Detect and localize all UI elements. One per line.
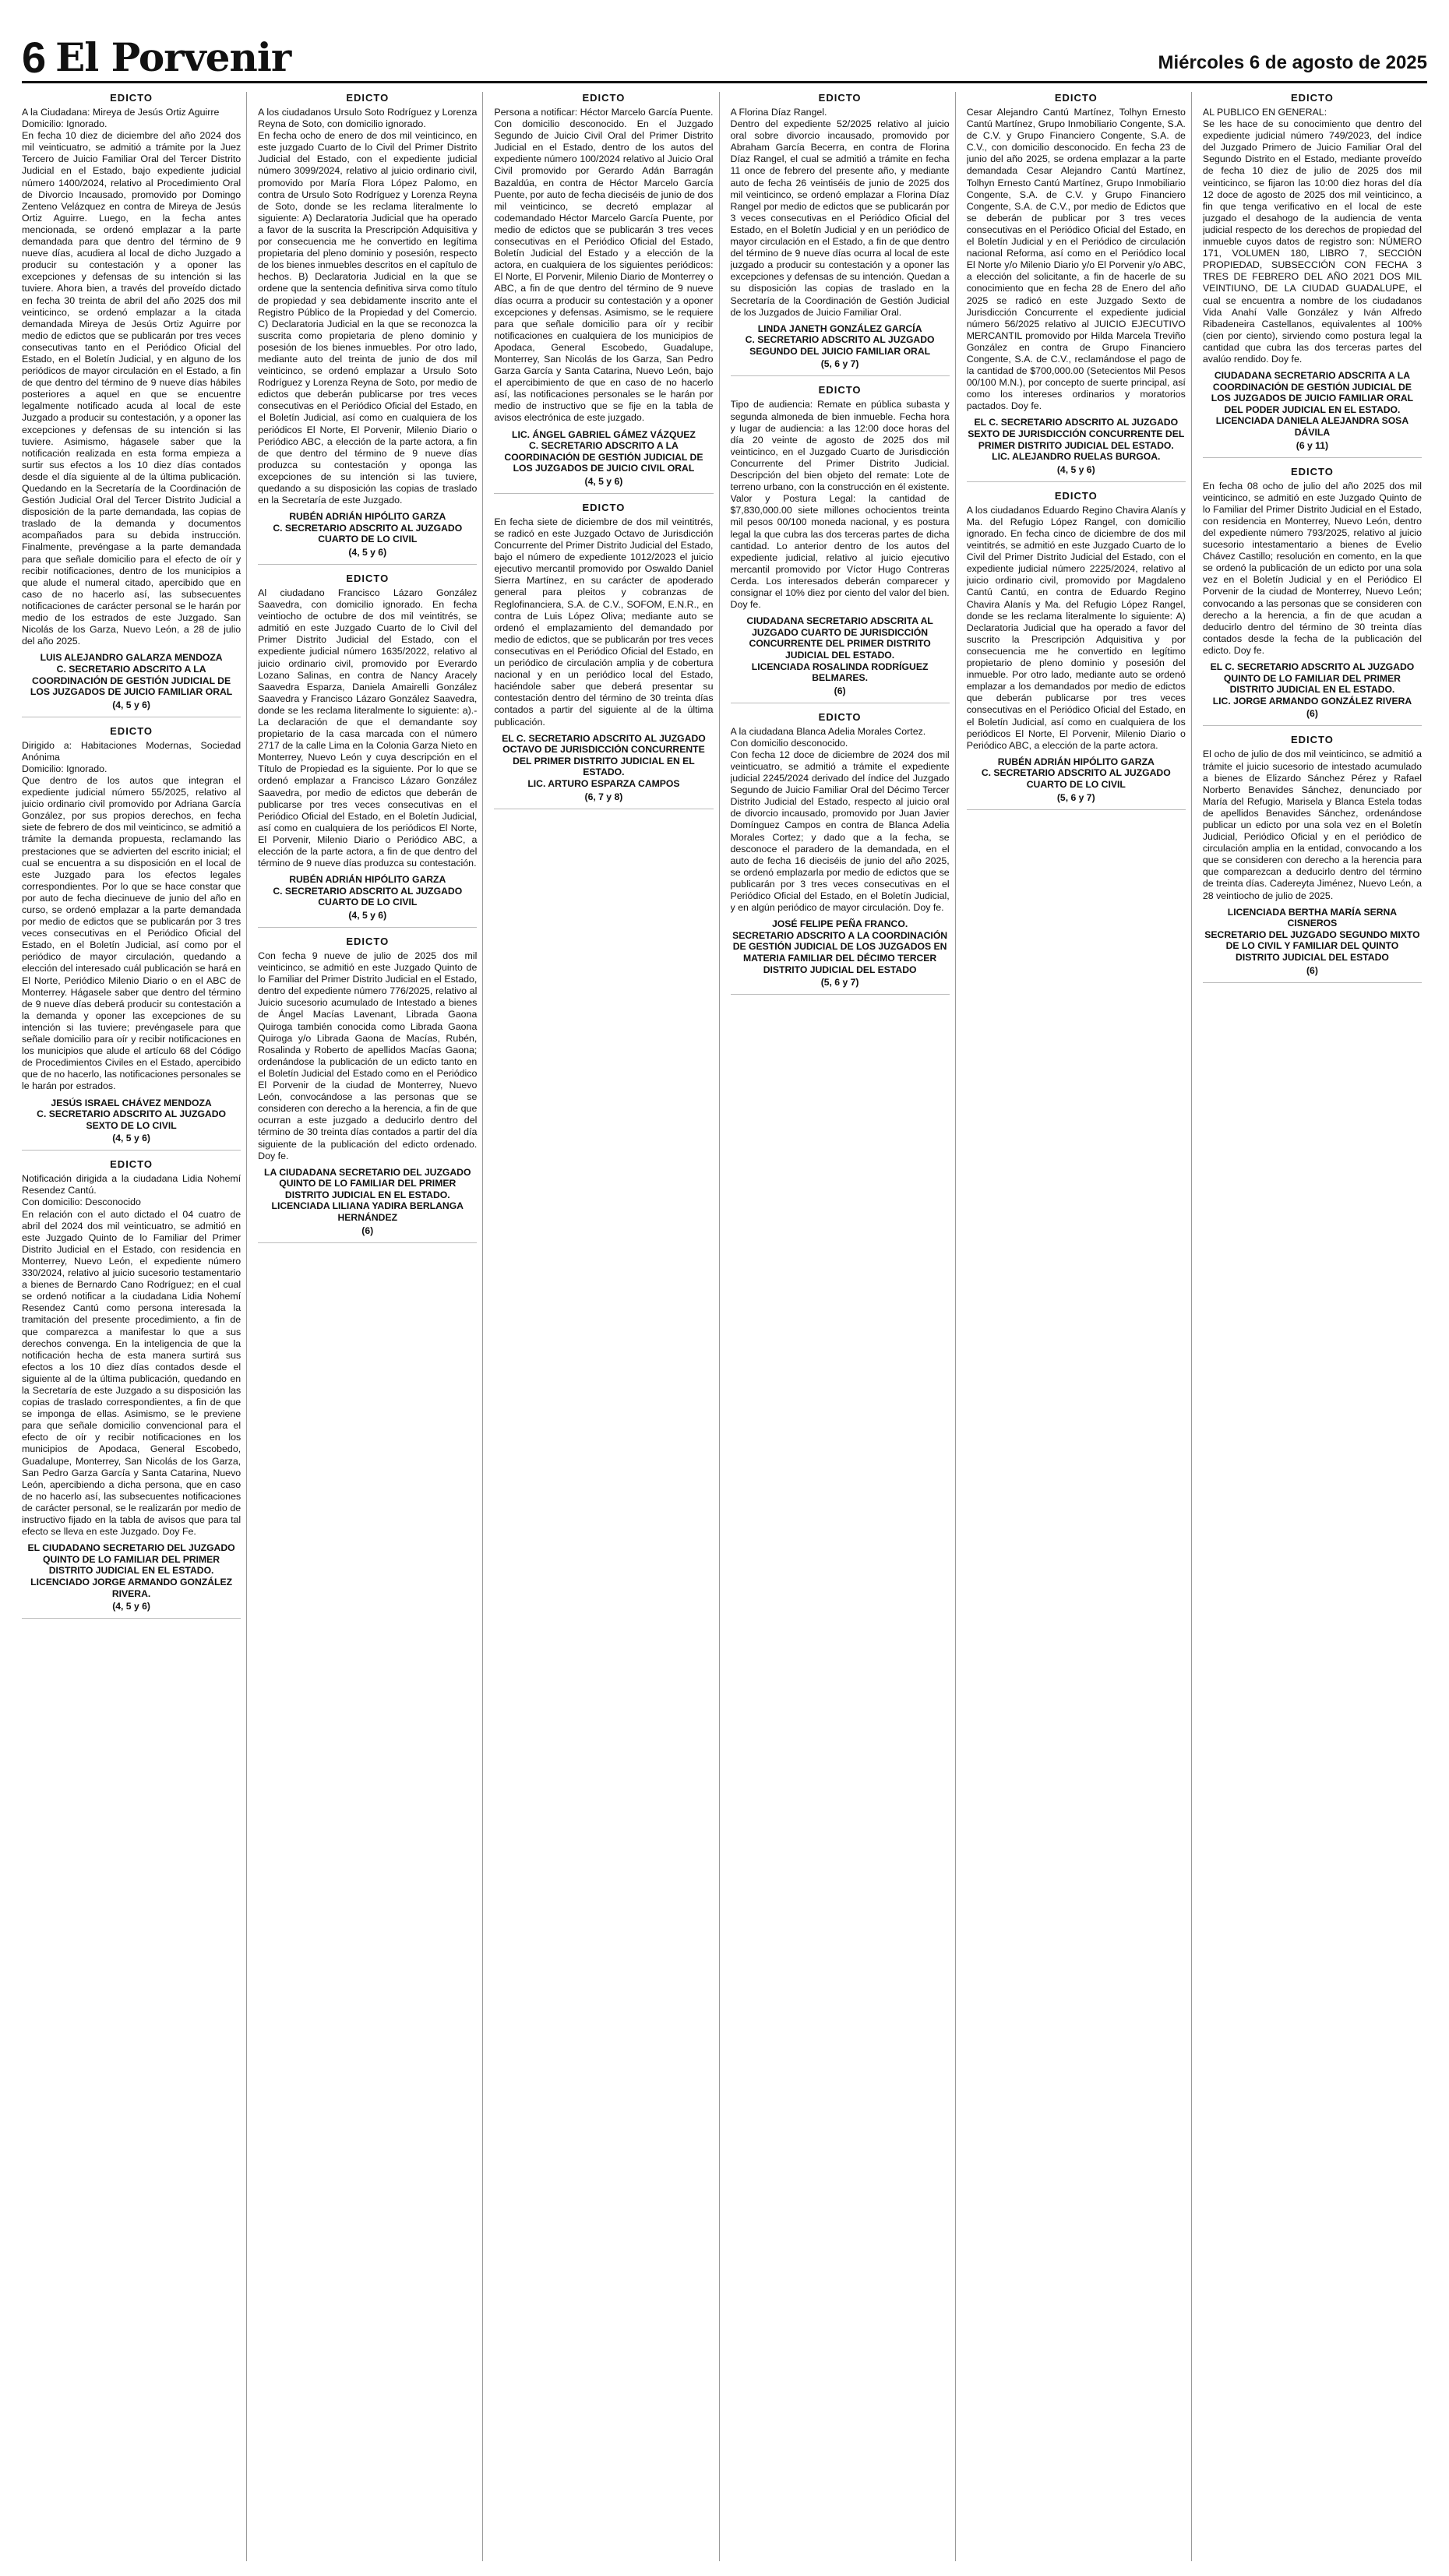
notice-title: EDICTO	[1291, 92, 1334, 104]
notice-signature: EL C. SECRETARIO ADSCRITO AL JUZGADO QUINTO DE LO FAMILIAR DEL PRIMER DISTRITO JUDICIAL EN EL ESTADO. LIC. JORGE ARMANDO GONZÁLEZ RIVERA	[1210, 661, 1415, 707]
notice-signature: EL C. SECRETARIO ADSCRITO AL JUZGADO SEXTO DE JURISDICCIÓN CONCURRENTE DEL PRIMER DISTRITO JUDICIAL DEL ESTADO. LIC. ALEJANDRO RUELAS BURGOA.	[968, 417, 1185, 463]
notice-title: EDICTO	[346, 92, 390, 104]
legal-notice	[22, 1158, 241, 1619]
notice-title: EDICTO	[110, 1158, 153, 1171]
notice-title: EDICTO	[346, 572, 390, 584]
legal-notice	[1203, 466, 1422, 727]
notice-body: Al ciudadano Francisco Lázaro González Saavedra, con domicilio ignorado. En fecha veintiocho de octubre de dos mil veintitrés, se admitió en este Juzgado Cuarto de lo Civil del Primer Distrito Judicial del Estado, con el expediente judicial número 1635/2022, relativo al juicio ordinario civil, promovido por Everardo Lozano Salinas, en contra de Nancy Aracely Saavedra Esparza, Daniela Amairelli González Saavedra y Francisco Lázaro González Saavedra, donde se les reclama literalmente lo siguiente: a).- La declaración de que el demandante soy propietario de la casa marcada con el número 2717 de la calle Lima en la Colonia Garza Nieto en Monterrey, Nuevo León y cuya descripción en el Título de Propiedad es la siguiente. Por lo que se ordenó emplazar a Francisco Lázaro González Saavedra, por medio de edictos que deberán de publicarse por tres veces consecutivas en el Periódico Oficial del Estado, en el Boletín Judicial, así como en cualquiera de los periódicos El Norte, El Porvenir, Milenio Diario o Periódico ABC, a elección de la parte actora, a fin de que dentro del término de 9 nueve días produzca su contestación.	[258, 587, 478, 869]
notice-title: EDICTO	[110, 724, 153, 737]
column-3	[494, 92, 719, 2561]
legal-notice	[731, 384, 950, 703]
notice-signature: JESÚS ISRAEL CHÁVEZ MENDOZA C. SECRETARIO ADSCRITO AL JUZGADO SEXTO DE LO CIVIL	[37, 1097, 227, 1131]
notice-title: EDICTO	[582, 501, 626, 513]
column-2	[258, 92, 483, 2561]
legal-notice	[1203, 734, 1422, 982]
notice-publication-ref: (6)	[834, 685, 846, 696]
notice-signature: EL CIUDADANO SECRETARIO DEL JUZGADO QUINTO DE LO FAMILIAR DEL PRIMER DISTRITO JUDICIAL EN EL ESTADO. LICENCIADO JORGE ARMANDO GONZÁLEZ RIVERA.	[27, 1542, 235, 1599]
legal-notice	[258, 573, 477, 928]
legal-notice	[258, 936, 477, 1243]
notice-signature: LICENCIADA BERTHA MARÍA SERNA CISNEROS SECRETARIO DEL JUZGADO SEGUNDO MIXTO DE LO CIVIL Y FAMILIAR DEL QUINTO DISTRITO JUDICIAL DEL ESTADO	[1204, 906, 1420, 963]
notice-publication-ref: (5, 6 y 7)	[1056, 791, 1095, 803]
notice-title: EDICTO	[818, 92, 862, 104]
legal-notice	[967, 92, 1186, 482]
column-6	[1203, 92, 1427, 2561]
notice-signature: CIUDADANA SECRETARIO ADSCRITA A LA COORDINACIÓN DE GESTIÓN JUDICIAL DE LOS JUZGADOS DE JUICIO FAMILIAR ORAL DEL PODER JUDICIAL EN EL ESTADO. LICENCIADA DANIELA ALEJANDRA SOSA DÁVILA	[1211, 370, 1414, 439]
notice-publication-ref: (5, 6 y 7)	[820, 977, 859, 988]
notice-publication-ref: (4, 5 y 6)	[112, 1133, 150, 1144]
legal-notice	[22, 725, 241, 1151]
notice-title: EDICTO	[346, 936, 390, 947]
notice-signature: LA CIUDADANA SECRETARIO DEL JUZGADO QUINTO DE LO FAMILIAR DEL PRIMER DISTRITO JUDICIAL EN EL ESTADO. LICENCIADA LILIANA YADIRA BERLANGA HERNÁNDEZ	[264, 1166, 471, 1224]
notice-signature: RUBÉN ADRIÁN HIPÓLITO GARZA C. SECRETARIO ADSCRITO AL JUZGADO CUARTO DE LO CIVIL	[273, 874, 463, 908]
notice-title: EDICTO	[818, 384, 862, 396]
notice-publication-ref: (6 y 11)	[1296, 439, 1329, 451]
notice-body: A los ciudadanos Eduardo Regino Chavira Alanís y Ma. del Refugio López Rangel, con domicilio ignorado. En fecha cinco de diciembre de dos mil veintitrés, se admitió en este Juzgado Cuarto de lo Civil del Primer Distrito Judicial del Estado, con el expediente judicial número 2225/2024, relativo al juicio ordinario civil, promovido por Magdaleno Cantú Cantú, en contra de Eduardo Regino Chavira Alanís y Ma. del Refugio López Rangel, donde se les reclama literalmente lo siguiente: A) Declaratoria Judicial que ha operado a favor del suscrito la Prescripción Adquisitiva y por consecuencia me he convertido en legítimo propietario de pleno dominio y posesión del inmueble. Por otro lado, mediante auto se ordenó emplazar a los demandados por medio de edictos que deberán publicarse por tres veces consecutivas en el Periódico Oficial del Estado, en el Boletín Judicial, así como en cualquiera de los periódicos El Norte, El Porvenir, Milenio Diario o Periódico ABC, a elección de la parte actora.	[966, 504, 1186, 751]
notice-body: Con fecha 9 nueve de julio de 2025 dos mil veinticinco, se admitió en este Juzgado Quinto de lo Familiar del Primer Distrito Judicial en el Estado, dentro del expediente número 776/2025, relativo al Juicio sucesorio acumulado de Intestado a bienes de Ángel Macías Lavenant, Librada Gaona Quiroga también conocida como Librada Gaona Quiroga y/o Librada Gaona de Macías, Rubén, Rosalinda y Roberto de apellidos Macías Gaona; ordenándose la publicación de un edicto tanto en el Boletín Judicial del Estado como en el Periódico El Porvenir de la ciudad de Monterrey, Nuevo León, convocándose a las personas que se consideren con derecho a la herencia, a fin de que ocurran a este juzgado a deducirlo dentro del término de 30 treinta días contados a partir del día siguiente de la publicación del edicto ordenado. Doy fe.	[258, 950, 478, 1161]
notice-body: A los ciudadanos Ursulo Soto Rodríguez y Lorenza Reyna de Soto, con domicilio ignorado. En fecha ocho de enero de dos mil veinticinco, en este juzgado Cuarto de lo Civil del Primer Distrito Judicial del Estado, con el expediente judicial número 3099/2024, relativo al juicio ordinario civil, promovido por María Flora López Palomo, en contra de Ursulo Soto Rodríguez y Lorenza Reyna de Soto, donde se les reclama literalmente lo siguiente: A) Declaratoria Judicial que ha operado a favor de la suscrita la Prescripción Adquisitiva y por consecuencia me he convertido en legítima propietaria del pleno dominio y posesión, respecto de los bienes inmuebles descritos en el capítulo de hechos. B) Declaratoria Judicial en la que se ordene que la sentencia definitiva sirva como título de propiedad y sea debidamente inscrito ante el Registro Público de la Propiedad y del Comercio. C) Declaratoria Judicial en la que se reconozca la suscrita como propietaria de pleno dominio y posesión de los bienes inmuebles. Por otro lado, mediante auto del treinta de junio de dos mil veinticinco, se ordenó emplazar a Ursulo Soto Rodríguez y Lorenza Reyna de Soto, por medio de edictos que deberán publicarse por tres veces consecutivas en el Periódico Oficial del Estado, en el Boletín Judicial, así como en cualquiera de los periódicos El Norte, El Porvenir, Milenio Diario o Periódico ABC, a elección de la parte actora, a fin de que dentro del término de 9 nueve días produzca su contestación y oponga las excepciones de su intención si las tuviere, quedando a su disposición las copias de traslado en la Secretaría de este Juzgado.	[258, 107, 478, 506]
notice-signature: LINDA JANETH GONZÁLEZ GARCÍA C. SECRETARIO ADSCRITO AL JUZGADO SEGUNDO DEL JUICIO FAMILIAR ORAL	[745, 322, 935, 357]
notice-body: Dirigido a: Habitaciones Modernas, Sociedad Anónima Domicilio: Ignorado. Que dentro de los autos que integran el expediente judicial número 55/2025, relativo al juicio ordinario civil promovido por Adriana García González, por sus propios derechos, en fecha siete de febrero de dos mil veinticinco, se admitió a trámite la demanda propuesta, reclamando las prestaciones que se advierten del escrito inicial; el cual se encuentra a su disposición en el local de este Juzgado para los efectos legales correspondientes. Por lo que se hace constar que por auto de fecha diecinueve de junio del año en curso, se ordenó emplazar a la parte demandada por medio de edictos que se publicarán por 3 tres veces consecutivas en el Periódico Oficial del Estado, en el Boletín Judicial, así como por el periódico de mayor circulación, quedando a elección del interesado cuál publicación se hará en El Norte, Periódico Milenio Diario o en el ABC de Monterrey. Hágasele saber que dentro del término de 9 nueve días deberá producir su contestación a la demanda y oponer las excepciones de su intención si las tuviere; prevéngasele para que señale domicilio para oír y recibir notificaciones en los municipios que alude el artículo 68 del Código de Procedimientos Civiles en el Estado, apercibido que de no hacerlo, las notificaciones personales se le harán por estrados.	[22, 739, 242, 1092]
notice-publication-ref: (6)	[1306, 964, 1318, 976]
notice-signature: RUBÉN ADRIÁN HIPÓLITO GARZA C. SECRETARIO ADSCRITO AL JUZGADO CUARTO DE LO CIVIL	[981, 756, 1171, 790]
notice-publication-ref: (4, 5 y 6)	[112, 699, 150, 710]
column-1	[22, 92, 247, 2561]
notice-body: En fecha 08 ocho de julio del año 2025 dos mil veinticinco, se admitió en este Juzgado Quinto de lo Familiar del Primer Distrito Judicial en el Estado, con residencia en Monterrey, Nuevo León, dentro del expediente número 793/2025, relativo al juicio sucesorio intestamentario a bienes de Evelio Chávez Castillo; resolución en comento, en la que se ordenó la publicación de un edicto por una sola vez en el Boletín Judicial y en el Periódico El Porvenir de la ciudad de Monterrey, Nuevo León; convocando a las personas que se consideren con derecho a la herencia, a fin de que acudan a deducirlo dentro del término de 30 treinta días contados desde la fecha de la publicación del edicto. Doy fe.	[1202, 480, 1423, 656]
notice-title: EDICTO	[1054, 489, 1098, 502]
notice-signature: CIUDADANA SECRETARIO ADSCRITA AL JUZGADO CUARTO DE JURISDICCIÓN CONCURRENTE DEL PRIMER DISTRITO JUDICIAL DEL ESTADO. LICENCIADA ROSALINDA RODRÍGUEZ BELMARES.	[746, 615, 933, 684]
issue-date: Miércoles 6 de agosto de 2025	[1158, 52, 1427, 73]
notice-publication-ref: (4, 5 y 6)	[112, 1601, 150, 1612]
legal-notice	[731, 711, 950, 995]
notice-body: A Florina Díaz Rangel. Dentro del expediente 52/2025 relativo al juicio oral sobre divorcio incausado, promovido por Abraham García Becerra, en contra de Florina Díaz Rangel, el cual se admitió a trámite en fecha 11 once de febrero del presente año, y mediante auto de fecha 26 veintiséis de junio de 2025 dos mil veinticinco, se ordenó emplazar a Florina Díaz Rangel por medio de edictos que se publicarán por 3 veces consecutivas en el Periódico Oficial del Estado, en el Boletín Judicial y en un periódico de mayor circulación en el Estado, a fin de que dentro del término de 9 nueve días ocurra al local de este juzgado a producir su contestación y a oponer las excepciones y defensas de su intención. Quedan a su disposición las copias de traslado en la Secretaría de la Coordinación de Gestión Judicial de los Juzgados de Juicio Familiar Oral.	[730, 107, 950, 318]
notice-publication-ref: (4, 5 y 6)	[348, 546, 387, 558]
notice-signature: LUIS ALEJANDRO GALARZA MENDOZA C. SECRETARIO ADSCRITO A LA COORDINACIÓN DE GESTIÓN JUDICIAL DE LOS JUZGADOS DE JUICIO FAMILIAR ORAL	[30, 652, 233, 698]
notice-title: EDICTO	[1291, 465, 1334, 477]
legal-notice	[494, 502, 713, 809]
notice-body: Notificación dirigida a la ciudadana Lidia Nohemí Resendez Cantú. Con domicilio: Desconocido En relación con el auto dictado el 04 cuatro de abril del 2024 dos mil veinticuatro, se admitió en este Juzgado Quinto de lo Familiar del Primer Distrito Judicial en el Estado, con residencia en Monterrey, Nuevo León, el expediente número 330/2024, relativo al juicio sucesorio testamentario a bienes de Bernardo Cano Rodríguez; en el cual se ordenó notificar a la ciudadana Lidia Nohemí Resendez Cantú como persona interesada la tramitación del presente procedimiento, a fin de que comparezca a manifestar lo que a sus derechos convenga. En la inteligencia de que la notificación hecha de esta manera surtirá sus efectos a los 10 diez días contados desde el siguiente al de la última publicación, quedando en la Secretaría de este Juzgado a su disposición las copias de traslado correspondientes, a fin de que se imponga de ellas. Asimismo, se le previene para que señale domicilio convencional para el efecto de oír y recibir notificaciones en los municipios de Apodaca, General Escobedo, Guadalupe, Monterrey, San Nicolás de los Garza, San Pedro Garza García y Santa Catarina, Nuevo León, apercibiendo a dicha persona, que en caso de no hacerlo así, las subsecuentes notificaciones de carácter personal, se le realizarán por medio de instructivo fijado en la tabla de avisos que para tal efecto se lleva en este Juzgado. Doy Fe.	[22, 1173, 242, 1538]
legal-notice	[967, 490, 1186, 810]
notice-title: EDICTO	[818, 710, 862, 723]
notice-publication-ref: (6, 7 y 8)	[584, 791, 623, 802]
notice-signature: EL C. SECRETARIO ADSCRITO AL JUZGADO OCTAVO DE JURISDICCIÓN CONCURRENTE DEL PRIMER DISTRITO JUDICIAL EN EL ESTADO. LIC. ARTURO ESPARZA CAMPOS	[502, 732, 706, 789]
notice-signature: LIC. ÁNGEL GABRIEL GÁMEZ VÁZQUEZ C. SECRETARIO ADSCRITO A LA COORDINACIÓN DE GESTIÓN JUDICIAL DE LOS JUZGADOS DE JUICIO CIVIL ORAL	[504, 428, 703, 474]
notice-columns	[22, 92, 1427, 2561]
notice-publication-ref: (4, 5 y 6)	[1056, 463, 1095, 475]
notice-publication-ref: (6)	[361, 1225, 374, 1236]
legal-notice	[258, 92, 477, 565]
notice-title: EDICTO	[1291, 734, 1334, 746]
notice-publication-ref: (4, 5 y 6)	[584, 475, 623, 487]
legal-notice	[1203, 92, 1422, 458]
legal-notice	[22, 92, 241, 717]
column-4	[731, 92, 956, 2561]
notice-title: EDICTO	[1054, 92, 1098, 104]
notice-body: A la Ciudadana: Mireya de Jesús Ortiz Aguirre Domicilio: Ignorado. En fecha 10 diez de diciembre del año 2024 dos mil veinticuatro, se admitió a trámite por la Juez Tercero de Juicio Familiar Oral del Tercer Distrito Judicial en el Estado, bajo expediente judicial número 1400/2024, relativo al Procedimiento Oral de Divorcio Incausado, promovido por Domingo Zenteno Velázquez en contra de Mireya de Jesús Ortiz Aguirre. Luego, en la fecha antes mencionada, se ordenó emplazar a la parte demandada para que dentro del término de 9 nueve días, acudiera al local de dicho Juzgado a producir su contestación y a oponer las excepciones y defensas de su intención si las tuviere. Ahora bien, a través del proveído dictado en fecha 30 treinta de abril del año 2025 dos mil veinticinco, se ordenó emplazar a la citada demandada Mireya de Jesús Ortiz Aguirre por medio de edictos que se publicarán por tres veces consecutivas tanto en el Periódico Oficial del Estado, en el Boletín Judicial, y en alguno de los periódicos de mayor circulación en el Estado, a fin de que dentro del término de 9 nueve días hábiles posteriores a aquel en que se encuentre legalmente notificado acuda al local de este Juzgado a producir su contestación, y a oponer las excepciones y defensas de su intención si las tuviere. Asimismo, hágasele saber que la notificación realizada en esta forma empieza a surtir sus efectos a los 10 diez días contados desde el día siguiente al de la última publicación. Quedando en la Secretaría de la Coordinación de Gestión Judicial Oral del Tercer Distrito Judicial a disposición de la parte demandada, las copias de traslado de la demanda y documentos acompañados para su debida instrucción. Finalmente, prevéngase a la parte demandada para que señale domicilio para el efecto de oír y recibir notificaciones, dentro de los municipios a que alude el numeral citado, apercibido que en caso de no hacerlo así, las subsecuentes notificaciones de carácter personal se le harán por medio de los estrados de este Juzgado. San Nicolás de los Garza, Nuevo León, a 28 de julio del año 2025.	[22, 107, 242, 647]
newspaper-name: El Porvenir	[55, 34, 291, 80]
legal-notice	[494, 92, 713, 494]
notice-body: Cesar Alejandro Cantú Martínez, Tolhyn Ernesto Cantú Martínez, Grupo Inmobiliario Congente, S.A. de C.V. y Grupo Financiero Congente, S.A. de C.V., con domicilio desconocido. En fecha 23 de junio del año 2025, se ordena emplazar a la parte demandada Cesar Alejandro Cantú Martínez, Tolhyn Ernesto Cantú Martínez, Grupo Inmobiliario Congente, S.A. de C.V. y Grupo Financiero Congente, S.A. de C.V., por medio de Edictos que se deberán de publicar por 3 tres veces consecutivas en el Periódico Oficial del Estado, en el Boletín Judicial y en el Periódico de circulación nacional Reforma, así como en el Periódico local El Norte y/o Milenio Diario y/o El Porvenir y/o ABC, a elección del solicitante, a fin de hacerle de su conocimiento que en fecha 28 de Enero del año 2025 se radicó en este Juzgado Sexto de Jurisdicción Concurrente el expediente judicial número 56/2025 relativo al JUICIO EJECUTIVO MERCANTIL promovido por Hilda Marcela Treviño González en contra de Grupo Financiero Congente, S.A. de C.V., reclamándose el pago de la cantidad de $700,000.00 (Setecientos Mil Pesos 00/100 M.N.), por concepto de suerte principal, así como los intereses ordinarios y moratorios pactados. Doy fe.	[966, 107, 1186, 412]
legal-notice	[731, 92, 950, 376]
notice-title: EDICTO	[110, 92, 153, 104]
notice-publication-ref: (4, 5 y 6)	[348, 910, 387, 921]
notice-publication-ref: (5, 6 y 7)	[820, 358, 859, 370]
notice-publication-ref: (6)	[1306, 708, 1318, 720]
notice-body: Persona a notificar: Héctor Marcelo García Puente. Con domicilio desconocido. En el Juzgado Segundo de Juicio Civil Oral del Primer Distrito Judicial en el Estado, dentro de los autos del expediente número 100/2024 relativo al Juicio Oral Civil promovido por Gerardo Adán Barragán Bazaldúa, en contra de Héctor Marcelo García Puente, por auto de fecha dieciséis de junio de dos mil veinticinco, se decretó emplazar al codemandado Héctor Marcelo García Puente, por medio de edictos que se publicarán 3 tres veces consecutivas en el Periódico Oficial del Estado, Boletín Judicial del Estado y a elección de la actora, en cualquiera de los siguientes periódicos: El Norte, El Porvenir, Milenio Diario de Monterrey o ABC, a fin de que dentro del término de 9 nueve días ocurra a producir su contestación y a oponer excepciones y defensas. Asimismo, se le requiere para que señale domicilio para oír y recibir notificaciones en cualquiera de los municipios de Apodaca, General Escobedo, Guadalupe, Monterrey, San Nicolás de los Garza, San Pedro Garza García y Santa Catarina, Nuevo León, bajo el apercibimiento de que en caso de no hacerlo así, las notificaciones personales se le harán por medio de instructivo que se fije en la tabla de avisos electrónica de este juzgado.	[494, 107, 714, 424]
notice-body: A la ciudadana Blanca Adelia Morales Cortez. Con domicilio desconocido. Con fecha 12 doce de diciembre de 2024 dos mil veinticuatro, se admitió a trámite el expediente judicial 2245/2024 derivado del índice del Juzgado Segundo de Juicio Familiar Oral del Décimo Tercer Distrito Judicial del Estado, respecto al juicio oral de divorcio incausado, promovido por Juan Javier Domínguez Campos en contra de Blanca Adelia Morales Cortez; y dado que a la fecha, se desconoce el paradero de la demandada, en el auto de fecha 16 dieciséis de junio del año 2025, se ordenó emplazarla por medio de edictos que se publicarán por 3 tres veces consecutivas en el Periódico Oficial del Estado, en el Boletín Judicial, y en algún periódico de mayor circulación. Doy fe.	[730, 725, 950, 914]
notice-body: El ocho de julio de dos mil veinticinco, se admitió a trámite el juicio sucesorio de intestado acumulado a bienes de Elizardo Sánchez Pérez y Rafael Norberto Benavides Sánchez, denunciado por María del Refugio, Marisela y Blanca Estela todas de apellidos Benavides Sánchez, ordenándose publicar un edicto por una sola vez en el Boletín Judicial, Periódico Oficial y en el periódico de circulación amplia en la entidad, convocando a los que se consideren con derecho a la herencia para que comparezcan a deducirlo dentro del término de treinta días. Cadereyta Jiménez, Nuevo León, a 28 veintiocho de julio de 2025.	[1202, 749, 1423, 901]
notice-signature: JOSÉ FELIPE PEÑA FRANCO. SECRETARIO ADSCRITO A LA COORDINACIÓN DE GESTIÓN JUDICIAL DE LOS JUZGADOS EN MATERIA FAMILIAR DEL DÉCIMO TERCER DISTRITO JUDICIAL DEL ESTADO	[732, 918, 948, 975]
masthead	[22, 20, 1427, 83]
notice-signature: RUBÉN ADRIÁN HIPÓLITO GARZA C. SECRETARIO ADSCRITO AL JUZGADO CUARTO DE LO CIVIL	[273, 511, 463, 545]
page-number: 6	[22, 33, 47, 82]
notice-body: AL PUBLICO EN GENERAL: Se les hace de su conocimiento que dentro del expediente judicial número 749/2023, del índice del Juzgado Primero de Juicio Familiar Oral del Segundo Distrito en el Estado, mediante proveído de fecha 10 diez de julio de 2025 dos mil veinticinco, se fijaron las 10:00 diez horas del día 12 doce de agosto de 2025 dos mil veinticinco, a fin que tenga verificativo en el local de este juzgado el desahogo de la audiencia de venta judicial respecto de los derechos de propiedad del inmueble cuyos datos de registro son: NÚMERO 171, VOLUMEN 180, LIBRO 7, SECCIÓN PROPIEDAD, SUBSECCIÓN CON FECHA 3 TRES DE FEBRERO DEL AÑO 2021 DOS MIL VEINTIUNO, DE LA CIUDAD GUADALUPE, el cual se encuentra a nombre de los ciudadanos Vida Anahí Valle González y Iván Alfredo Ribadeneira Castellanos, equivalentes al 100% (cien por ciento), sirviendo como postura legal la cantidad que cubra las dos terceras partes del avalúo rendido. Doy fe.	[1202, 107, 1423, 365]
notice-title: EDICTO	[582, 92, 626, 104]
notice-body: Tipo de audiencia: Remate en pública subasta y segunda almoneda de bien inmueble. Fecha hora y lugar de audiencia: a las 12:00 doce horas del día 20 veinte de agosto de 2025 dos mil veinticinco, en el Juzgado Cuarto de Jurisdicción Concurrente del Primer Distrito Judicial. Descripción del bien objeto del remate: Lote de terreno urbano, con la construcción en él existente. Valor y Postura Legal: la cantidad de $7,830,000.00 siete millones ochocientos treinta mil pesos 00/100 moneda nacional, y es postura legal la que cubra las dos terceras partes de dicha cantidad. Lo anterior dentro de los autos del expediente judicial, relativo al juicio ejecutivo mercantil promovido por Víctor Hugo Contreras Cerda. Los interesados deberán comparecer y consignar el 10% diez por ciento del valor del bien. Doy fe.	[730, 399, 950, 611]
column-5	[967, 92, 1192, 2561]
notice-body: En fecha siete de diciembre de dos mil veintitrés, se radicó en este Juzgado Octavo de Jurisdicción Concurrente del Primer Distrito Judicial del Estado, bajo el número de expediente 1012/2023 el juicio ejecutivo mercantil promovido por Oswaldo Daniel Sierra Martínez, en su carácter de apoderado general para pleitos y cobranzas de Reglofinanciera, S.A. de C.V., SOFOM, E.N.R., en contra de Luis López Oliva; mediante auto se ordenó el emplazamiento del demandado por medio de edictos, que se publicarán por tres veces consecutivas en el Periódico Oficial del Estado, en un periódico de circulación amplia y de cobertura nacional y en un periódico local del Estado, haciéndole saber que deberá presentar su contestación dentro del término de 30 treinta días contados a partir del siguiente al de la última publicación.	[494, 516, 714, 728]
